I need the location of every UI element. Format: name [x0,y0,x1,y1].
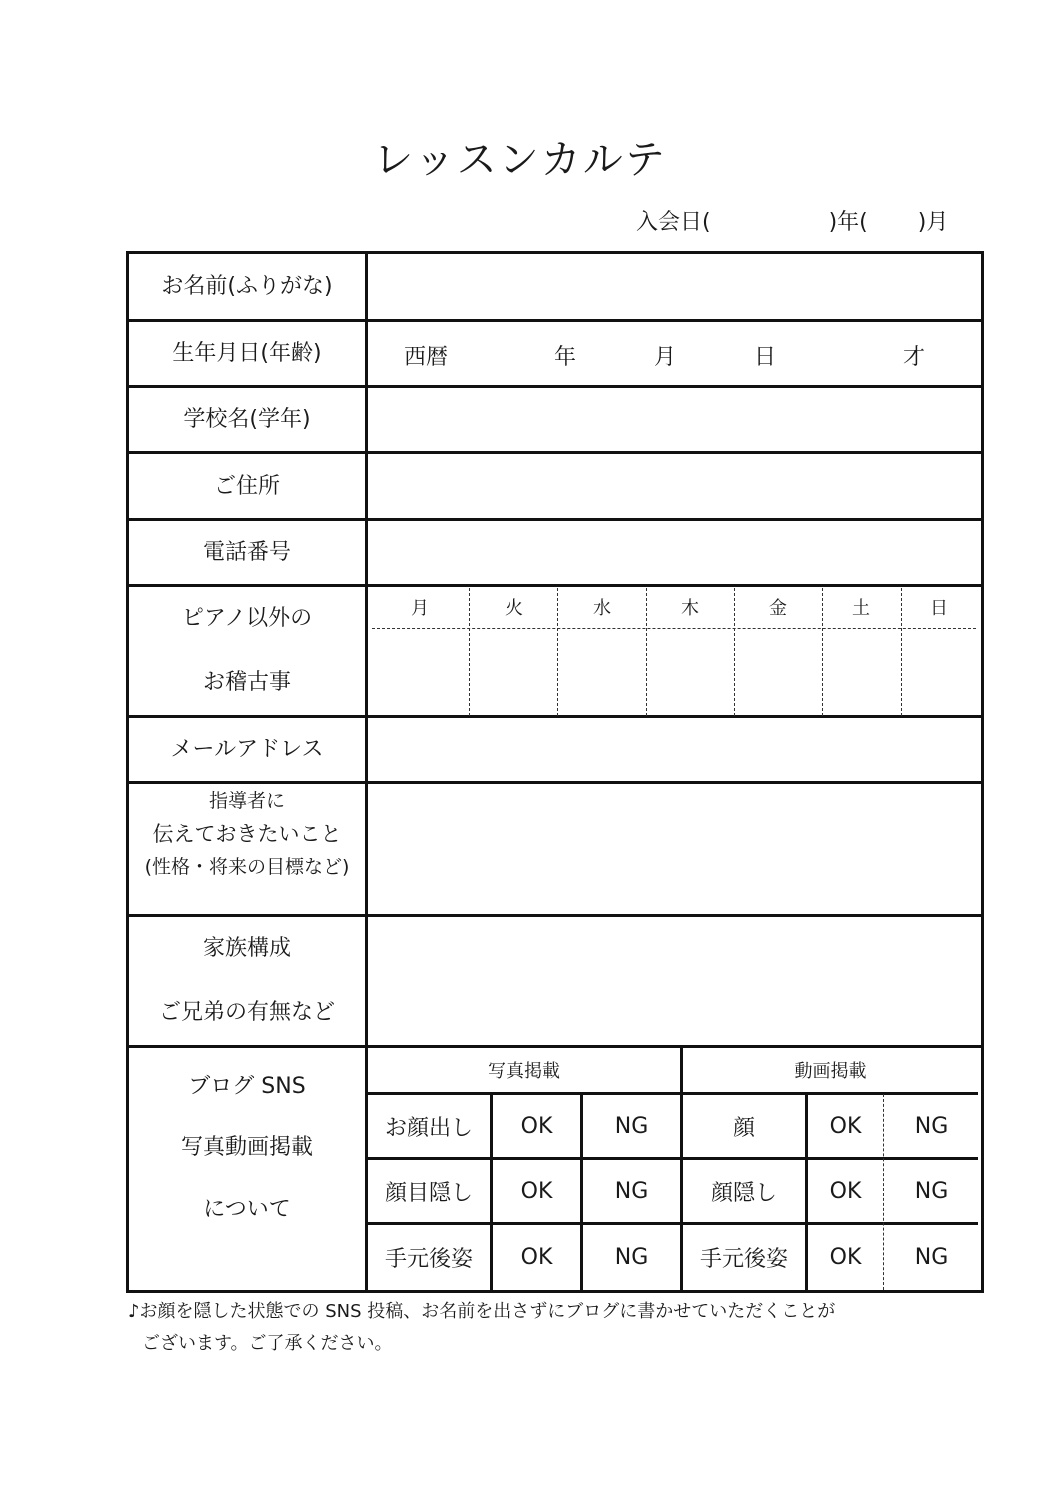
footer-note-line1: ♪お顔を隠した状態での SNS 投稿、お名前を出さずにブログに書かせていただくことが [128,1301,836,1322]
weekday-divider [469,588,470,716]
sns-dashed-divider [883,1094,884,1290]
label-family [129,917,365,1045]
sns-permission-grid [368,1048,978,1290]
name-field[interactable] [372,258,976,316]
video-header: 動画掲載 [794,1061,867,1082]
photo-face-ng-option[interactable]: NG [614,1113,649,1139]
birth-age-unit: 才 [903,345,926,370]
label-email: メールアドレス [170,737,324,762]
label-notes-line2: 伝えておきたいこと [152,822,342,847]
birth-era: 西暦 [404,345,449,370]
photo-header: 写真掲載 [488,1061,560,1082]
label-address: ご住所 [213,473,280,499]
label-birth: 生年月日(年齢) [172,341,322,366]
address-field[interactable] [372,458,976,515]
label-other-lessons [129,587,365,715]
weekday-fri: 金 [769,598,787,619]
weekday-divider [646,588,647,716]
footer-note [128,1296,1028,1359]
photo-hands-ok-option[interactable]: OK [520,1245,553,1270]
family-field[interactable] [372,921,976,1042]
weekday-divider [822,588,823,716]
label-name: お名前(ふりがな) [161,274,333,299]
photo-eyes-ok-option[interactable]: OK [520,1178,553,1204]
video-hands-ng-option[interactable]: NG [914,1245,949,1270]
video-row-face: 顔 [732,1115,755,1141]
weekday-wed: 水 [593,598,611,619]
photo-eyes-ng-option[interactable]: NG [614,1178,649,1204]
entry-year-unit: )年( [828,210,868,235]
weekday-mon: 月 [411,598,429,619]
label-family-line2: ご兄弟の有無など [158,1000,335,1025]
label-notes-line1: 指導者に [208,790,285,812]
video-row-hands-back: 手元後姿 [699,1247,788,1272]
entry-month-unit: )月 [917,210,949,235]
label-sns [129,1048,365,1248]
birth-year-unit: 年 [554,345,577,370]
school-field[interactable] [372,392,976,448]
video-face-ok-option[interactable]: OK [829,1113,862,1139]
video-row-face-hidden: 顔隠し [710,1180,777,1206]
weekday-header-divider [372,628,976,629]
entry-date [636,205,948,236]
weekday-lessons-grid [368,588,978,716]
notes-field[interactable] [372,788,976,911]
video-hidden-ok-option[interactable]: OK [829,1178,862,1204]
label-sns-line2: 写真動画掲載 [180,1135,313,1161]
video-face-ng-option[interactable]: NG [914,1113,949,1139]
photo-row-face: お顔出し [384,1115,473,1141]
photo-row-hands-back: 手元後姿 [384,1247,473,1272]
video-hands-ok-option[interactable]: OK [829,1245,862,1270]
footer-note-line2: ございます。ご了承ください。 [142,1332,393,1354]
weekday-sun: 日 [930,598,948,619]
label-sns-line3: について [203,1196,291,1222]
birth-date-fields[interactable] [368,322,980,386]
form-title: レッスンカルテ [373,137,667,183]
video-hidden-ng-option[interactable]: NG [914,1178,949,1204]
photo-face-ok-option[interactable]: OK [520,1113,553,1139]
label-other-lessons-line2: お稽古事 [202,670,291,695]
weekday-divider [901,588,902,716]
label-sns-line1: ブログ SNS [188,1073,306,1099]
phone-field[interactable] [372,525,976,581]
weekday-divider [557,588,558,716]
entry-date-label: 入会日( [636,210,711,235]
photo-row-eyes-hidden: 顔目隠し [384,1180,473,1206]
birth-day-unit: 日 [754,345,777,370]
email-field[interactable] [372,722,976,778]
label-phone: 電話番号 [202,540,291,565]
birth-month-unit: 月 [654,345,677,370]
label-family-line1: 家族構成 [202,936,291,962]
label-other-lessons-line1: ピアノ以外の [181,606,313,632]
label-notes-line3: (性格・将来の目標など) [144,855,350,878]
weekday-thu: 木 [681,598,699,619]
weekday-sat: 土 [852,598,870,619]
weekday-divider [734,588,735,716]
weekday-tue: 火 [505,598,523,619]
label-school: 学校名(学年) [183,407,311,432]
label-notes [129,784,365,891]
photo-hands-ng-option[interactable]: NG [614,1245,649,1270]
